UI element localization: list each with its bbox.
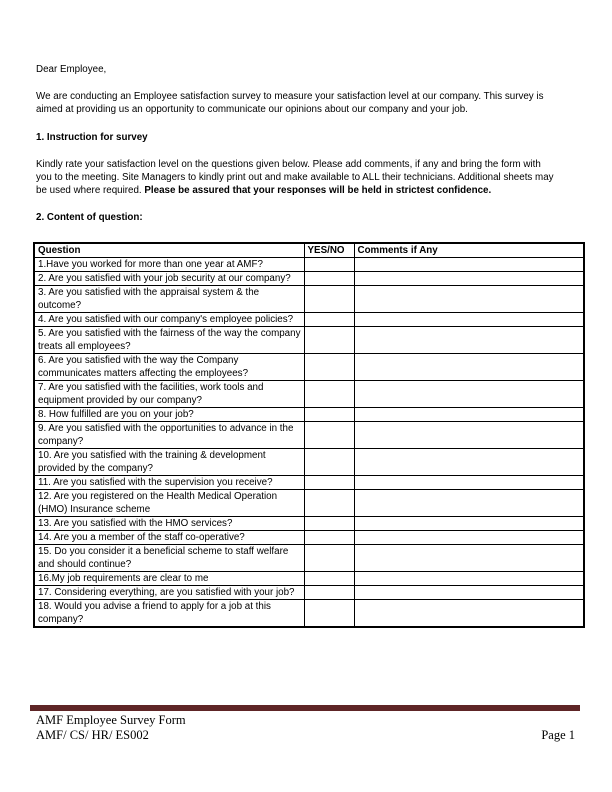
comments-cell — [354, 354, 584, 381]
question-cell: 16.My job requirements are clear to me — [34, 572, 304, 586]
comments-cell — [354, 600, 584, 628]
footer-page-number: Page 1 — [541, 728, 575, 742]
comments-cell — [354, 422, 584, 449]
question-cell: 12. Are you registered on the Health Medical Operation (HMO) Insurance scheme — [34, 490, 304, 517]
content-heading: 2. Content of question: — [36, 212, 143, 223]
comments-cell — [354, 449, 584, 476]
comments-cell — [354, 531, 584, 545]
question-cell: 5. Are you satisfied with the fairness of the way the company treats all employees? — [34, 327, 304, 354]
question-cell: 11. Are you satisfied with the supervision you receive? — [34, 476, 304, 490]
yesno-cell — [304, 313, 354, 327]
footer-rule — [30, 705, 580, 711]
yesno-cell — [304, 272, 354, 286]
comments-cell — [354, 286, 584, 313]
table-row — [34, 476, 584, 490]
table-header-row — [34, 243, 584, 258]
comments-cell — [354, 408, 584, 422]
instruction-line-3-regular: be used where required. — [36, 185, 145, 196]
question-cell: 6. Are you satisfied with the way the Company communicates matters affecting the employees? — [34, 354, 304, 381]
instruction-line-1: Kindly rate your satisfaction level on the questions given below. Please add comments, if any and bring the form with — [36, 159, 541, 170]
confidence-note: Please be assured that your responses will be held in strictest confidence. — [144, 185, 492, 196]
comments-cell — [354, 327, 584, 354]
question-column-header: Question — [34, 243, 304, 258]
yesno-cell — [304, 517, 354, 531]
comments-cell — [354, 517, 584, 531]
footer-doc-code: AMF/ CS/ HR/ ES002 — [36, 728, 149, 742]
question-cell: 9. Are you satisfied with the opportunities to advance in the company? — [34, 422, 304, 449]
comments-cell — [354, 381, 584, 408]
table-row — [34, 286, 584, 313]
comments-cell — [354, 476, 584, 490]
question-cell: 17. Considering everything, are you satisfied with your job? — [34, 586, 304, 600]
table-row — [34, 600, 584, 628]
yesno-cell — [304, 476, 354, 490]
table-row — [34, 449, 584, 476]
yesno-cell — [304, 354, 354, 381]
comments-column-header: Comments if Any — [354, 243, 584, 258]
yesno-column-header: YES/NO — [304, 243, 354, 258]
table-row — [34, 422, 584, 449]
table-row — [34, 354, 584, 381]
yesno-cell — [304, 449, 354, 476]
yesno-cell — [304, 408, 354, 422]
table-row — [34, 272, 584, 286]
comments-cell — [354, 572, 584, 586]
table-row — [34, 517, 584, 531]
survey-table — [33, 242, 585, 628]
survey-table-body — [34, 258, 584, 628]
comments-cell — [354, 545, 584, 572]
question-cell: 1.Have you worked for more than one year at AMF? — [34, 258, 304, 272]
comments-cell — [354, 490, 584, 517]
question-cell: 15. Do you consider it a beneficial scheme to staff welfare and should continue? — [34, 545, 304, 572]
table-row — [34, 531, 584, 545]
instruction-heading: 1. Instruction for survey — [36, 132, 148, 143]
comments-cell — [354, 586, 584, 600]
table-row — [34, 490, 584, 517]
question-cell: 2. Are you satisfied with your job security at our company? — [34, 272, 304, 286]
instruction-line-3 — [36, 184, 581, 197]
comments-cell — [354, 313, 584, 327]
table-row — [34, 313, 584, 327]
question-cell: 7. Are you satisfied with the facilities, work tools and equipment provided by our company? — [34, 381, 304, 408]
comments-cell — [354, 258, 584, 272]
question-cell: 8. How fulfilled are you on your job? — [34, 408, 304, 422]
yesno-cell — [304, 531, 354, 545]
table-row — [34, 545, 584, 572]
instruction-paragraph — [36, 158, 581, 197]
intro-paragraph — [36, 90, 576, 116]
table-row — [34, 381, 584, 408]
table-row — [34, 258, 584, 272]
yesno-cell — [304, 422, 354, 449]
yesno-cell — [304, 258, 354, 272]
intro-line-1: We are conducting an Employee satisfaction survey to measure your satisfaction level at our company. This survey is — [36, 91, 544, 102]
yesno-cell — [304, 286, 354, 313]
table-row — [34, 408, 584, 422]
question-cell: 10. Are you satisfied with the training & development provided by the company? — [34, 449, 304, 476]
table-row — [34, 586, 584, 600]
question-cell: 18. Would you advise a friend to apply for a job at this company? — [34, 600, 304, 628]
yesno-cell — [304, 586, 354, 600]
table-row — [34, 572, 584, 586]
yesno-cell — [304, 381, 354, 408]
yesno-cell — [304, 600, 354, 628]
yesno-cell — [304, 490, 354, 517]
instruction-line-2: you to the meeting. Site Managers to kindly print out and make available to ALL their technicians. Additional sheets may — [36, 172, 554, 183]
comments-cell — [354, 272, 584, 286]
footer-title: AMF Employee Survey Form — [36, 713, 186, 727]
yesno-cell — [304, 327, 354, 354]
question-cell: 13. Are you satisfied with the HMO services? — [34, 517, 304, 531]
question-cell: 4. Are you satisfied with our company's employee policies? — [34, 313, 304, 327]
question-cell: 3. Are you satisfied with the appraisal system & the outcome? — [34, 286, 304, 313]
yesno-cell — [304, 545, 354, 572]
table-row — [34, 327, 584, 354]
salutation: Dear Employee, — [36, 64, 107, 75]
intro-line-2: aimed at providing us an opportunity to communicate our opinions about our company and your job. — [36, 104, 468, 115]
yesno-cell — [304, 572, 354, 586]
question-cell: 14. Are you a member of the staff co-operative? — [34, 531, 304, 545]
